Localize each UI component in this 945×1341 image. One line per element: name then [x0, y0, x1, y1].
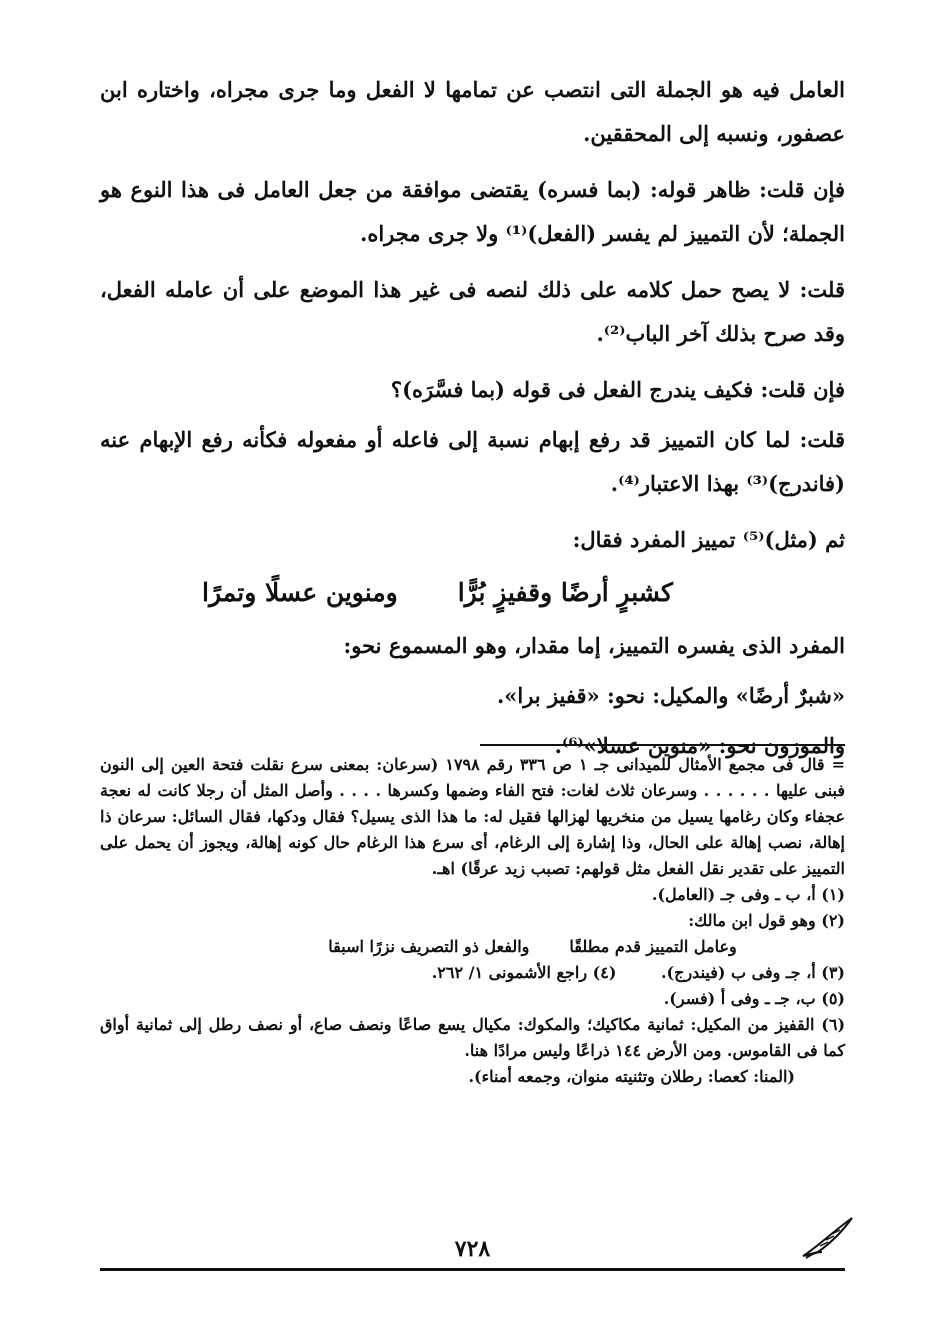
footnotes — [100, 752, 845, 1090]
footnote-4: (٤) راجع الأشمونى ١/ ٢٦٢. — [431, 963, 617, 982]
paragraph: فإن قلت: فكيف يندرج الفعل فى قوله (بما فسَّرَه)؟ — [390, 377, 845, 402]
footnote-6: (٦) القفيز من المكيل: ثمانية مكاكيك؛ والمكوك: مكيال يسع صاعًا ونصف صاع، أو نصف رطل إلى ثمانية أواق كما فى القاموس. ومن الأرض ١٤٤ ذراعًا وليس مرادًا هنا. — [100, 1015, 846, 1060]
paragraph: المفرد الذى يفسره التمييز، إما مقدار، وهو المسموع نحو: — [343, 633, 845, 658]
footnote-3-4 — [100, 960, 845, 986]
quill-icon — [798, 1212, 858, 1262]
footnote-2: (٢) وهو قول ابن مالك: — [688, 911, 845, 930]
footnote-6-continuation: (المنا: كعصا: رطلان وتثنيته منوان، وجمعه أمناء). — [468, 1067, 795, 1086]
bottom-rule — [100, 1268, 845, 1271]
paragraph: ثم (مثل)⁽⁵⁾ تمييز المفرد فقال: — [572, 527, 845, 552]
main-text — [100, 68, 845, 774]
verse-first-hemistich: كشبرٍ أرضًا وقفيزٍ بُرًّا — [457, 578, 673, 607]
footnote-verse-second: والفعل ذو التصريف نزرًا اسبقا — [328, 937, 530, 956]
paragraph: قلت: لما كان التمييز قد رفع إبهام نسبة إلى فاعله أو مفعوله فكأنه رفع الإبهام عنه (فاندرج)⁽³⁾ بهذا الاعتبار⁽⁴⁾. — [100, 427, 845, 496]
footnote-2-verse — [100, 934, 845, 960]
verse-second-hemistich: ومنوين عسلًا وتمرًا — [202, 578, 398, 607]
paragraph: العامل فيه هو الجملة التى انتصب عن تمامها لا الفعل وما جرى مجراه، واختاره ابن عصفور، ونسبه إلى المحققين. — [100, 77, 846, 146]
footnote-3: (٣) أ، جـ وفى ب (فيندرج). — [660, 963, 845, 982]
paragraph: قلت: لا يصح حمل كلامه على ذلك لنصه فى غير هذا الموضع على أن عامله الفعل، وقد صرح بذلك آخر الباب⁽²⁾. — [100, 277, 845, 346]
footnote-continuation: = قال فى مجمع الأمثال للميدانى جـ ١ ص ٣٣٦ رقم ١٧٩٨ (سرعان: بمعنى سرع نقلت فتحة العين إلى النون فبنى عليها . . . . . . وسرعان ثلاث لغات: فتح الفاء وضمها وكسرها . . . . وأصل المثل أن رجلا كانت له نعجة عجفاء وكان رغامها يسيل من منخريها لهزالها فقيل له: ما هذا الذى يسيل؟ فقال ودكها، فقال السائل: سرعان ذا إهالة، نصب إهالة على الحال، وذا إشارة إلى الرغام، أى سرع هذا الرغام حال كونه إهالة، ويجوز أن يحمل على التمييز على تقدير نقل الفعل مثل قولهم: تصبب زيد عرقًا) اهـ. — [100, 755, 846, 878]
footnote-1: (١) أ، ب ـ وفى جـ (العامل). — [651, 885, 845, 904]
page-number: ٧٢٨ — [454, 1236, 491, 1262]
footnote-verse-first: وعامل التمييز قدم مطلقًا — [569, 937, 737, 956]
footnote-divider — [480, 744, 845, 746]
paragraph: والموزون نحو: «منوين عسلا»⁽⁶⁾. — [554, 733, 845, 758]
paragraph: «شبرٌ أرضًا» والمكيل: نحو: «قفيز برا». — [496, 683, 845, 708]
footnote-5: (٥) ب، جـ ـ وفى أ (فسر). — [663, 989, 845, 1008]
paragraph: فإن قلت: ظاهر قوله: (بما فسره) يقتضى موافقة من جعل العامل فى هذا النوع هو الجملة؛ لأن التمييز لم يفسر (الفعل)⁽¹⁾ ولا جرى مجراه. — [100, 177, 845, 246]
verse — [100, 568, 845, 618]
